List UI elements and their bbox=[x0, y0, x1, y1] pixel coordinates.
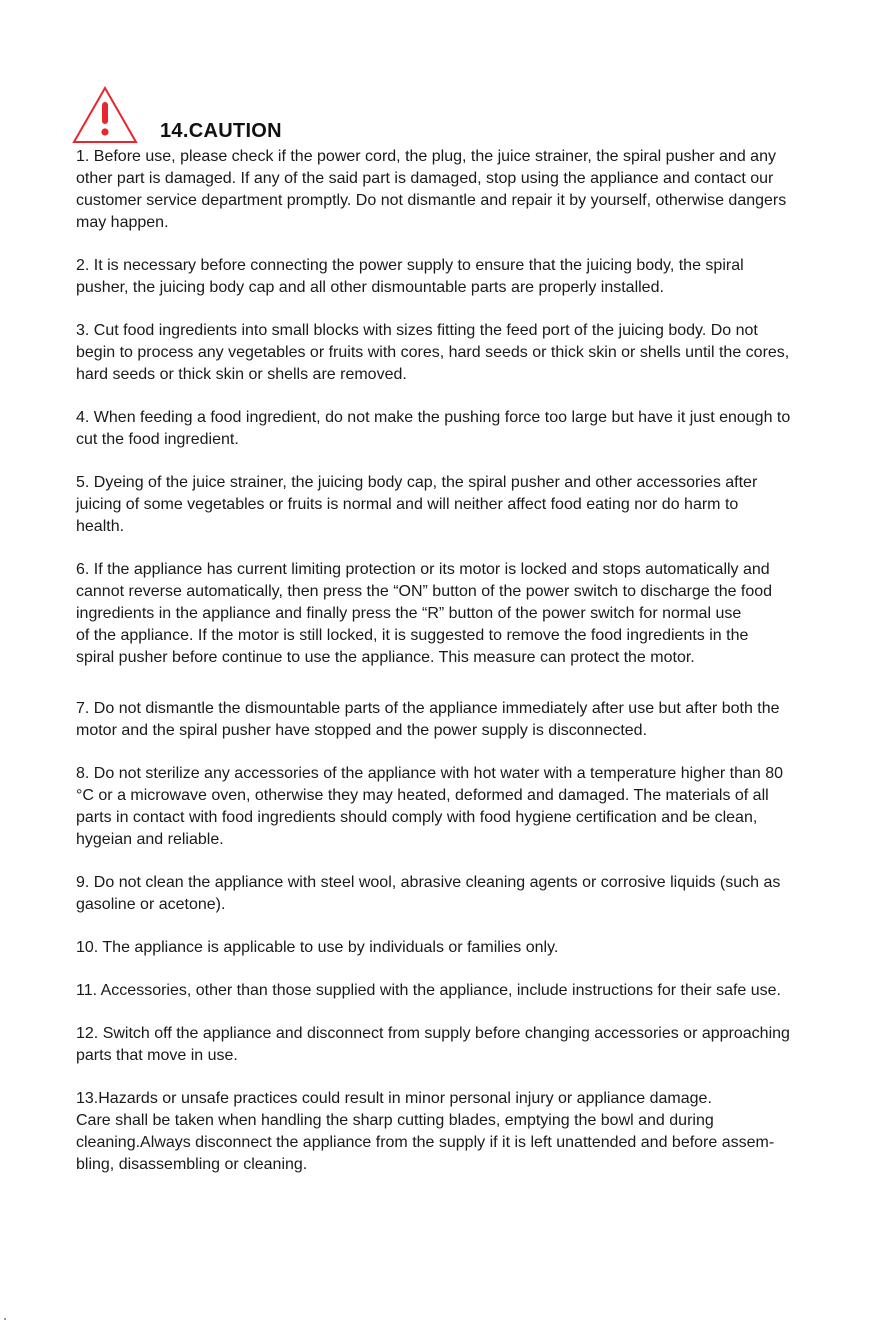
caution-line: 12. Switch off the appliance and disconnect from supply before changing accessories or approaching bbox=[76, 1025, 790, 1042]
caution-line: 3. Cut food ingredients into small blocks with sizes fitting the feed port of the juicing body. Do not bbox=[76, 322, 758, 339]
warning-triangle-icon bbox=[72, 86, 138, 144]
caution-line: 13.Hazards or unsafe practices could result in minor personal injury or appliance damage. bbox=[76, 1090, 712, 1107]
caution-line: 4. When feeding a food ingredient, do not make the pushing force too large but have it just enough to bbox=[76, 409, 791, 426]
caution-line: 1. Before use, please check if the power cord, the plug, the juice strainer, the spiral pusher and any bbox=[76, 148, 776, 165]
caution-line: 11. Accessories, other than those supplied with the appliance, include instructions for their safe use. bbox=[76, 982, 781, 999]
caution-line: 10. The appliance is applicable to use by individuals or families only. bbox=[76, 939, 559, 956]
caution-line: cannot reverse automatically, then press the “ON” button of the power switch to discharge the food bbox=[76, 583, 773, 600]
caution-line: parts in contact with food ingredients should comply with food hygiene certification and be clean, bbox=[76, 809, 758, 826]
caution-line: of the appliance. If the motor is still locked, it is suggested to remove the food ingredients in the bbox=[76, 627, 749, 644]
section-title: 14.CAUTION bbox=[160, 120, 282, 142]
caution-line: begin to process any vegetables or fruits with cores, hard seeds or thick skin or shells until the cores, bbox=[76, 344, 790, 361]
caution-list bbox=[76, 146, 866, 1197]
caution-item-8 bbox=[76, 763, 866, 851]
caution-item-4 bbox=[76, 407, 866, 451]
caution-line: juicing of some vegetables or fruits is normal and will neither affect food eating nor do harm to bbox=[76, 496, 739, 513]
caution-line: health. bbox=[76, 518, 125, 535]
caution-line: °C or a microwave oven, otherwise they may heated, deformed and damaged. The materials of all bbox=[76, 787, 769, 804]
caution-line: hygeian and reliable. bbox=[76, 831, 224, 848]
caution-line: other part is damaged. If any of the said part is damaged, stop using the appliance and contact our bbox=[76, 170, 774, 187]
caution-line: customer service department promptly. Do not dismantle and repair it by yourself, otherwise dangers bbox=[76, 192, 787, 209]
caution-item-5 bbox=[76, 472, 866, 538]
caution-line: pusher, the juicing body cap and all other dismountable parts are properly installed. bbox=[76, 279, 664, 296]
caution-item-11 bbox=[76, 980, 866, 1002]
caution-line: cut the food ingredient. bbox=[76, 431, 239, 448]
caution-line: ingredients in the appliance and finally press the “R” button of the power switch for normal use bbox=[76, 605, 742, 622]
caution-item-10 bbox=[76, 937, 866, 959]
caution-item-13 bbox=[76, 1088, 866, 1176]
caution-line: hard seeds or thick skin or shells are removed. bbox=[76, 366, 407, 383]
caution-line: 7. Do not dismantle the dismountable parts of the appliance immediately after use but after both the bbox=[76, 700, 780, 717]
caution-line: 5. Dyeing of the juice strainer, the juicing body cap, the spiral pusher and other accessories after bbox=[76, 474, 758, 491]
caution-item-6 bbox=[76, 559, 866, 669]
caution-line: 6. If the appliance has current limiting protection or its motor is locked and stops automatically and bbox=[76, 561, 770, 578]
caution-item-3 bbox=[76, 320, 866, 386]
page-corner-mark bbox=[4, 1318, 6, 1320]
caution-item-7 bbox=[76, 698, 866, 742]
caution-line: 9. Do not clean the appliance with steel wool, abrasive cleaning agents or corrosive liquids (such as bbox=[76, 874, 781, 891]
caution-line: bling, disassembling or cleaning. bbox=[76, 1156, 308, 1173]
caution-header bbox=[72, 86, 372, 144]
caution-line: 2. It is necessary before connecting the power supply to ensure that the juicing body, the spiral bbox=[76, 257, 744, 274]
caution-line: may happen. bbox=[76, 214, 169, 231]
caution-item-1 bbox=[76, 146, 866, 234]
caution-line: cleaning.Always disconnect the appliance from the supply if it is left unattended and before assem- bbox=[76, 1134, 775, 1151]
caution-item-2 bbox=[76, 255, 866, 299]
caution-line: parts that move in use. bbox=[76, 1047, 238, 1064]
caution-line: spiral pusher before continue to use the appliance. This measure can protect the motor. bbox=[76, 649, 695, 666]
caution-item-12 bbox=[76, 1023, 866, 1067]
caution-line: 8. Do not sterilize any accessories of the appliance with hot water with a temperature higher than 80 bbox=[76, 765, 784, 782]
caution-line: motor and the spiral pusher have stopped and the power supply is disconnected. bbox=[76, 722, 648, 739]
caution-item-9 bbox=[76, 872, 866, 916]
caution-line: Care shall be taken when handling the sharp cutting blades, emptying the bowl and during bbox=[76, 1112, 714, 1129]
caution-line: gasoline or acetone). bbox=[76, 896, 226, 913]
